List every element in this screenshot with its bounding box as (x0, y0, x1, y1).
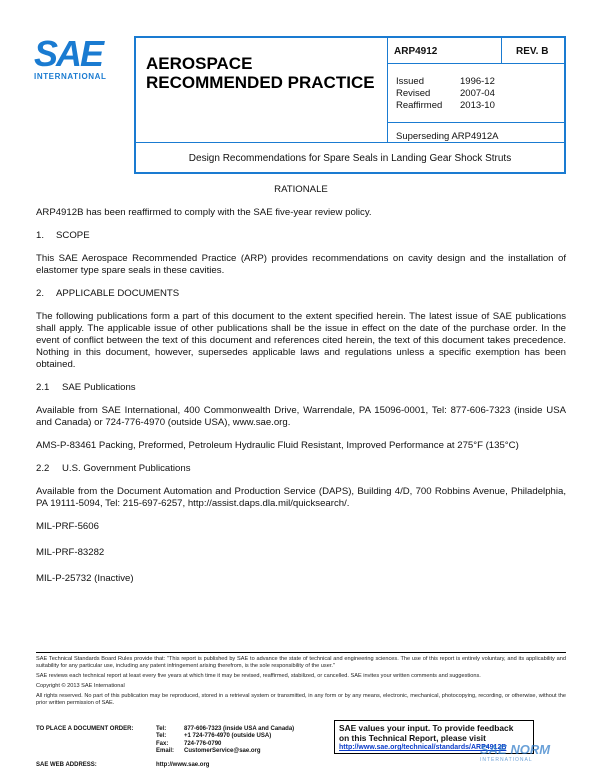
revised-date: 2007-04 (460, 88, 495, 99)
section-number: 2.1 (36, 382, 50, 393)
header-dates (388, 64, 564, 142)
issued-date: 1996-12 (460, 76, 495, 87)
section-2-heading (36, 288, 566, 300)
document-subject: Design Recommendations for Spare Seals in Landing Gear Shock Struts (136, 142, 564, 172)
order-info (36, 726, 334, 756)
document-header (134, 36, 566, 174)
revision: REV. B (502, 38, 564, 64)
feedback-line-2: on this Technical Report, please visit (339, 732, 486, 743)
watermark-text: SAE NORM (480, 742, 551, 757)
footer-paragraph-1: SAE Technical Standards Board Rules provide that: "This report is published by SAE to advance the state of technical and engineering sciences. The use of this report is entirely voluntary, and its applicability and suitability for any particular use, including any patent infringement arising therefrom, is the sole responsibility of the user." (36, 656, 566, 669)
section-title: SAE Publications (62, 382, 136, 393)
section-title: U.S. Government Publications (62, 463, 191, 474)
email-link[interactable]: CustomerService@sae.org (184, 748, 261, 755)
doc-number: ARP4912 (388, 38, 502, 64)
gov-publications-text: Available from the Document Automation and Production Service (DAPS), Building 4/D, 700 Robbins Avenue, Philadelphia, PA 19111-5094, Tel: 215-697-6257, http://assist.daps.dla.mil/quicksearch/. (36, 486, 566, 509)
footer-paragraph-4: All rights reserved. No part of this publication may be reproduced, stored in a retrieval system or transmitted, in any form or by any means, electronic, mechanical, photocopying, recording, or otherwise, without the prior written permission of SAE. (36, 693, 566, 706)
section-number: 2. (36, 288, 45, 299)
sae-publications-text: Available from SAE International, 400 Commonwealth Drive, Warrendale, PA 15096-0001, Tel: 877-606-7323 (inside USA and Canada) or 724-776-4970 (outside USA), www.sae.org. (36, 405, 566, 428)
order-heading: TO PLACE A DOCUMENT ORDER: (36, 726, 134, 732)
feedback-link[interactable]: http://www.sae.org/technical/standards/ARP4912B (339, 744, 507, 751)
reaffirmed-date: 2013-10 (460, 100, 495, 111)
watermark-logo (480, 742, 590, 772)
tel-label: Tel: (156, 726, 167, 732)
fax-label: Fax: (156, 740, 169, 747)
logo-brand: SAE (34, 33, 103, 74)
fax-value: 724-776-0790 (184, 740, 222, 747)
superseding: Superseding ARP4912A (388, 122, 564, 143)
rationale-heading: RATIONALE (274, 184, 328, 195)
title-line1: AEROSPACE (146, 54, 253, 73)
tel2-value: +1 724-776-4970 (outside USA) (184, 733, 272, 740)
section-title: SCOPE (56, 230, 90, 241)
web-link[interactable]: http://www.sae.org (156, 762, 210, 768)
footer-paragraph-2: SAE reviews each technical report at least every five years at which time it may be revised, reaffirmed, stabilized, or cancelled. SAE invites your written comments and suggestions. (36, 673, 481, 679)
sae-logo (34, 33, 118, 86)
mil-reference-2: MIL-PRF-83282 (36, 547, 105, 558)
header-title-cell (136, 38, 388, 142)
logo-sub: INTERNATIONAL (34, 72, 107, 81)
mil-reference-1: MIL-PRF-5606 (36, 521, 99, 532)
revised-label: Revised (396, 88, 431, 99)
section-2-1-heading (36, 382, 566, 394)
section-2-2-heading (36, 463, 566, 475)
watermark-sub: INTERNATIONAL (480, 757, 533, 763)
web-address (36, 762, 209, 768)
rationale-text: ARP4912B has been reaffirmed to comply with the SAE five-year review policy. (36, 207, 372, 218)
document-body (36, 184, 566, 596)
footer-divider (36, 652, 566, 653)
section-1-heading (36, 230, 566, 242)
footer-legal (36, 656, 566, 710)
tel-value: 877-606-7323 (inside USA and Canada) (184, 726, 295, 732)
scope-text: This SAE Aerospace Recommended Practice (ARP) provides recommendations on cavity design and the installation of elastomer type spare seals in these cavities. (36, 253, 566, 276)
applicable-docs-text: The following publications form a part of this document to the extent specified herein. The latest issue of SAE publications shall apply. The applicable issue of other publications shall be the issue in effect on the date of the purchase order. In the event of conflict between the text of this document and references cited herein, the text of this document takes precedence. Nothing in this document, however, supersedes applicable laws and regulations unless a specific exemption has been obtained. (36, 311, 566, 370)
section-number: 1. (36, 230, 45, 241)
mil-reference-3: MIL-P-25732 (Inactive) (36, 573, 134, 584)
feedback-line-1: SAE values your input. To provide feedback (339, 723, 514, 733)
issued-label: Issued (396, 76, 424, 87)
title-line2: RECOMMENDED PRACTICE (146, 73, 375, 92)
footer-copyright: Copyright © 2013 SAE International (36, 683, 125, 689)
email-label: Email: (156, 748, 175, 755)
tel2-label: Tel: (156, 733, 167, 740)
reaffirmed-label: Reaffirmed (396, 100, 443, 111)
section-number: 2.2 (36, 463, 50, 474)
section-title: APPLICABLE DOCUMENTS (56, 288, 180, 299)
ams-reference: AMS-P-83461 Packing, Preformed, Petroleum Hydraulic Fluid Resistant, Improved Performance at 275°F (135°C) (36, 440, 519, 451)
web-label: SAE WEB ADDRESS: (36, 762, 97, 768)
